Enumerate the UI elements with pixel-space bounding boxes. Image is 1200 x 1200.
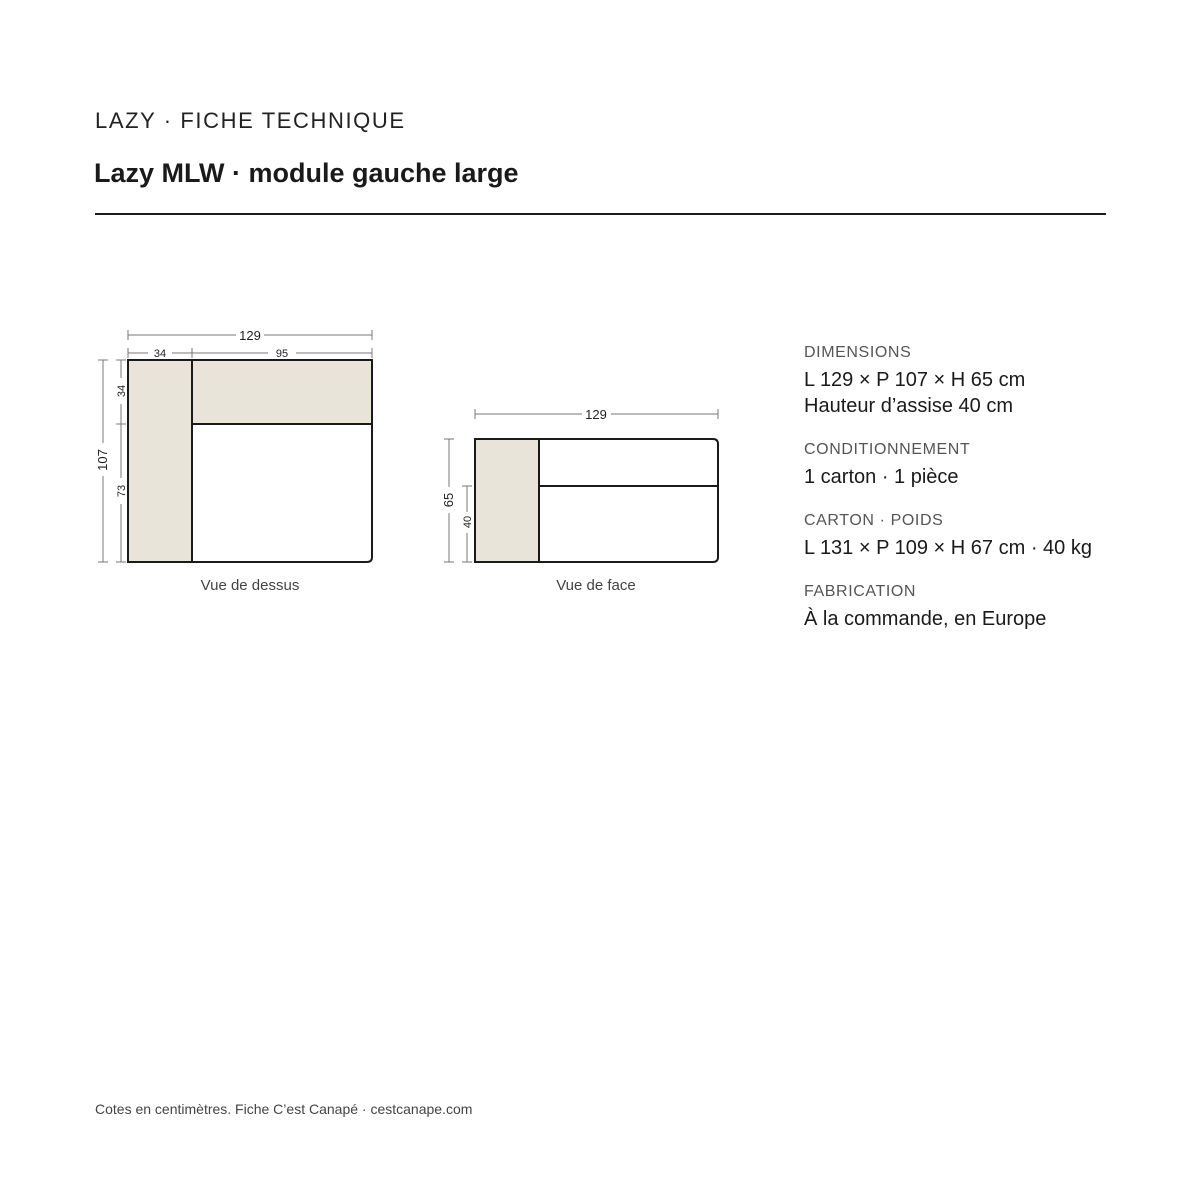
document-eyebrow: LAZY · FICHE TECHNIQUE bbox=[95, 108, 406, 133]
page-title: Lazy MLW · module gauche large bbox=[94, 158, 519, 188]
spec-value: L 129 × P 107 × H 65 cm bbox=[804, 369, 1026, 391]
front-view-caption: Vue de face bbox=[556, 577, 636, 594]
top-overall-depth: 107 bbox=[95, 449, 110, 471]
spec-carton-weight bbox=[804, 512, 1184, 561]
top-view-caption: Vue de dessus bbox=[200, 577, 300, 594]
spec-packaging bbox=[804, 441, 1184, 490]
top-view-drawing bbox=[95, 328, 372, 562]
spec-label: DIMENSIONS bbox=[804, 344, 912, 361]
top-seat-depth: 73 bbox=[116, 484, 128, 498]
spec-dimensions bbox=[804, 344, 1184, 419]
spec-label: CARTON · POIDS bbox=[804, 512, 944, 529]
top-overall-width: 129 bbox=[239, 328, 261, 343]
spec-list bbox=[804, 344, 1184, 654]
spec-manufacturing bbox=[804, 583, 1184, 632]
header-divider bbox=[95, 213, 1106, 215]
spec-label: FABRICATION bbox=[804, 583, 917, 600]
footer-note: Cotes en centimètres. Fiche C’est Canapé · cestcanape.com bbox=[95, 1101, 473, 1117]
spec-value: Hauteur d’assise 40 cm bbox=[804, 395, 1013, 417]
top-seat-width: 95 bbox=[275, 348, 289, 360]
technical-drawing bbox=[0, 300, 760, 620]
front-seat-height: 40 bbox=[462, 515, 474, 529]
front-overall-height: 65 bbox=[441, 492, 456, 508]
top-arm-width: 34 bbox=[153, 348, 167, 360]
front-overall-width: 129 bbox=[585, 407, 607, 422]
spec-value: 1 carton · 1 pièce bbox=[804, 466, 959, 488]
spec-label: CONDITIONNEMENT bbox=[804, 441, 971, 458]
front-view-drawing bbox=[441, 407, 718, 562]
spec-value: À la commande, en Europe bbox=[804, 608, 1047, 630]
spec-value: L 131 × P 109 × H 67 cm · 40 kg bbox=[804, 537, 1092, 559]
top-back-depth: 34 bbox=[116, 384, 128, 398]
